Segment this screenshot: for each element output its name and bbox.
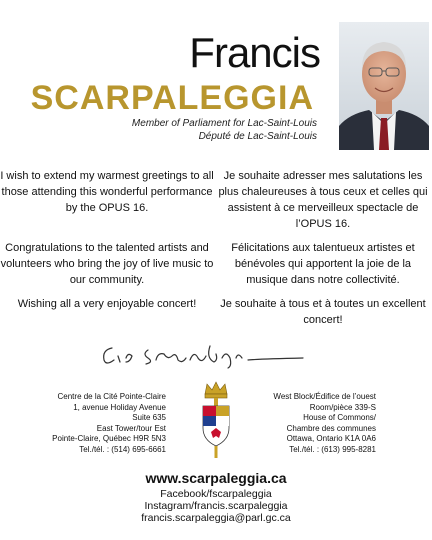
address-line: Suite 635 (132, 413, 166, 422)
role-english: Member of Parliament for Lac-Saint-Louis (131, 118, 317, 129)
closing-english: Wishing all a very enjoyable concert! (17, 298, 197, 310)
portrait-photo (339, 22, 429, 150)
address-line: House of Commons/ (303, 413, 376, 422)
address-phone: Tel./tél. : (613) 995-8281 (289, 444, 376, 454)
role-french: Député de Lac-Saint-Louis (198, 131, 317, 142)
address-line: Chambre des communes (286, 423, 376, 433)
address-line: West Block/Édifice de l’ouest (273, 392, 376, 401)
congrats-french: Félicitations aux talentueux artistes et bénévoles qui apportent la joie de la musique dans notre collectivité. (231, 242, 415, 286)
ottawa-office-address (256, 392, 376, 455)
address-line: East Tower/tour Est (96, 423, 166, 433)
greeting-french: Je souhaite adresser mes salutations les plus chaleureuses à tous ceux et celles qui assistent à ce merveilleux spectacle de l’OPUS 16. (218, 170, 428, 230)
greeting-english: I wish to extend my warmest greetings to all those attending this wonderful performance by the OPUS 16. (0, 170, 214, 214)
first-name: Francis (189, 29, 320, 76)
address-line: Centre de la Cité Pointe-Claire (57, 392, 166, 401)
address-phone: Tel./tél. : (514) 695-6661 (79, 444, 166, 454)
address-line: Pointe-Claire, Québec H9R 5N3 (52, 434, 166, 443)
closing-french: Je souhaite à tous et à toutes un excellent concert! (220, 298, 426, 326)
house-of-commons-crest (195, 380, 237, 460)
signature (98, 336, 308, 370)
website-link[interactable]: www.scarpaleggia.ca (145, 470, 287, 486)
last-name: SCARPALEGGIA (30, 79, 314, 117)
address-line: 1, avenue Holiday Avenue (73, 402, 166, 412)
facebook-handle[interactable]: Facebook/fscarpaleggia (160, 488, 272, 500)
email-address[interactable]: francis.scarpaleggia@parl.gc.ca (141, 512, 291, 524)
instagram-handle[interactable]: Instagram/francis.scarpaleggia (144, 500, 288, 512)
address-line: Room/pièce 339-S (309, 402, 376, 412)
riding-office-address (40, 392, 166, 455)
address-line: Ottawa, Ontario K1A 0A6 (286, 434, 376, 443)
congrats-english: Congratulations to the talented artists and volunteers who bring the joy of live music to our community. (0, 242, 214, 286)
